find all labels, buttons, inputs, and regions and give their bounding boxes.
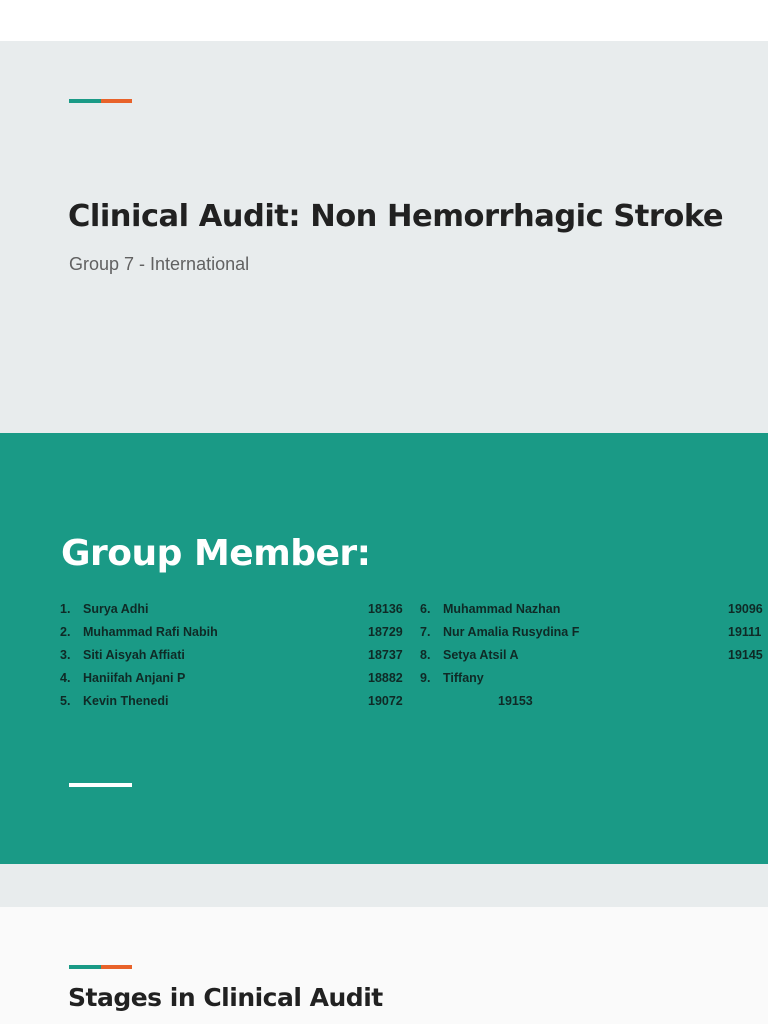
divider-line — [69, 783, 132, 787]
slide-title-heading: Clinical Audit: Non Hemorrhagic Stroke — [68, 199, 724, 234]
accent-bar-teal — [69, 965, 101, 969]
member-id: 18136 — [368, 602, 403, 616]
member-number: 7. — [420, 625, 431, 639]
slide-subtitle: Group 7 - International — [69, 254, 250, 274]
member-number: 5. — [60, 694, 71, 708]
slide-stages — [0, 907, 768, 1024]
accent-bar-teal — [69, 99, 101, 103]
page-top-margin — [0, 0, 768, 41]
member-id: 19153 — [498, 694, 533, 708]
member-id: 19145 — [728, 648, 763, 662]
member-number: 1. — [60, 602, 71, 616]
member-id: 18729 — [368, 625, 403, 639]
member-name: Setya Atsil A — [443, 648, 519, 662]
member-name: Muhammad Rafi Nabih — [83, 625, 218, 639]
member-number: 2. — [60, 625, 71, 639]
member-number: 3. — [60, 648, 71, 662]
member-id: 19072 — [368, 694, 403, 708]
member-id: 18737 — [368, 648, 403, 662]
member-name: Haniifah Anjani P — [83, 671, 186, 685]
member-number: 9. — [420, 671, 431, 685]
accent-bar-orange — [101, 965, 132, 969]
accent-bar-orange — [101, 99, 132, 103]
member-id: 19096 — [728, 602, 763, 616]
member-id: 19111 — [728, 625, 762, 639]
slide-gap — [0, 864, 768, 907]
slide-group-members — [0, 433, 768, 864]
accent-bar — [69, 99, 132, 103]
member-number: 8. — [420, 648, 431, 662]
accent-bar — [69, 965, 132, 969]
member-name: Muhammad Nazhan — [443, 602, 561, 616]
slide-title — [0, 41, 768, 433]
member-name: Tiffany — [443, 671, 484, 685]
member-name: Surya Adhi — [83, 602, 149, 616]
member-id: 18882 — [368, 671, 403, 685]
member-name: Kevin Thenedi — [83, 694, 169, 708]
member-name: Nur Amalia Rusydina F — [443, 625, 580, 639]
group-member-heading: Group Member: — [61, 533, 371, 574]
member-number: 6. — [420, 602, 431, 616]
stages-heading: Stages in Clinical Audit — [68, 983, 383, 1012]
member-name: Siti Aisyah Affiati — [83, 648, 185, 662]
member-number: 4. — [60, 671, 71, 685]
